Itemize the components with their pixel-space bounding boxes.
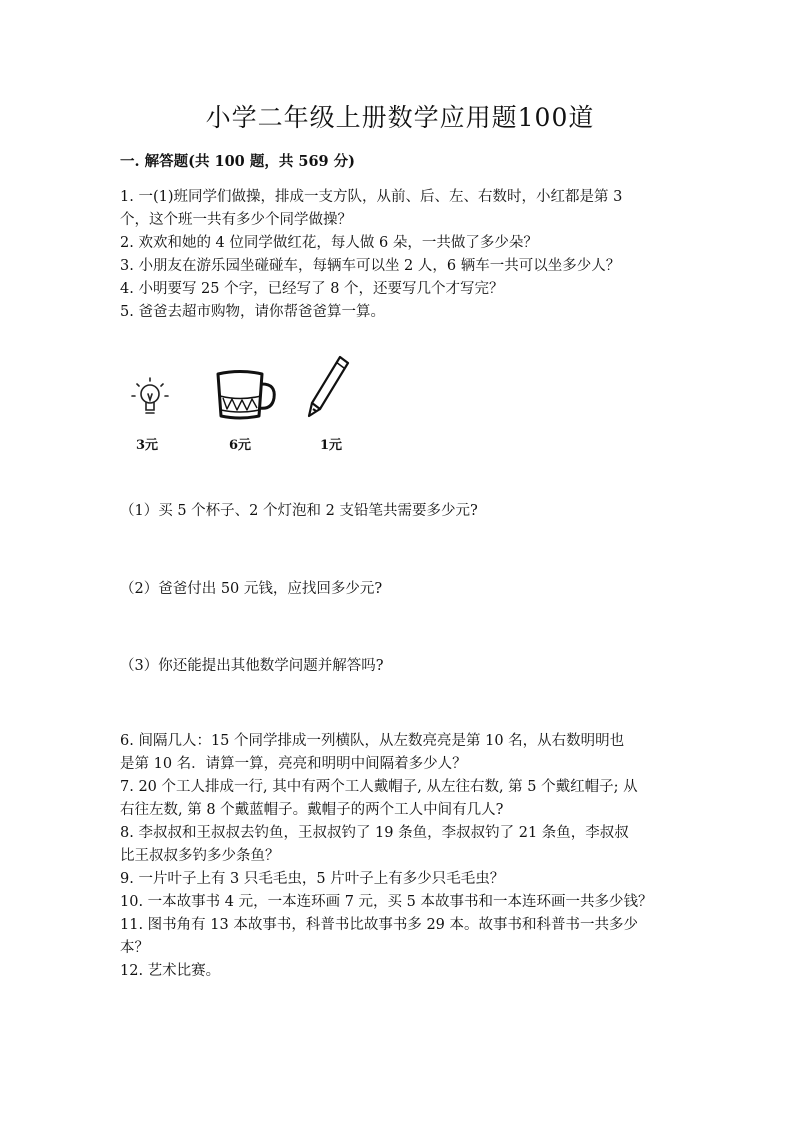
question-line: 5. 爸爸去超市购物，请你帮爸爸算一算。 — [120, 304, 385, 320]
question-line: 1. 一(1)班同学们做操，排成一支方队，从前、后、左、右数时，小红都是第 3 — [120, 189, 623, 205]
question-line: 7. 20 个工人排成一行, 其中有两个工人戴帽子, 从左往右数, 第 5 个戴红帽子; 从 — [120, 779, 638, 795]
question-line: 11. 图书角有 13 本故事书，科普书比故事书多 29 本。故事书和科普书一共多少 — [120, 917, 639, 933]
question-line: 9. 一片叶子上有 3 只毛毛虫，5 片叶子上有多少只毛毛虫？ — [120, 871, 505, 887]
question-line: 比王叔叔多钓多少条鱼？ — [120, 848, 280, 864]
price-label: 1元 — [320, 438, 343, 453]
question-line: 8. 李叔叔和王叔叔去钓鱼，王叔叔钓了 19 条鱼，李叔叔钓了 21 条鱼，李叔叔 — [120, 825, 629, 841]
question-list-b — [120, 730, 700, 983]
question-line: 右往左数, 第 8 个戴蓝帽子。戴帽子的两个工人中间有几人? — [120, 802, 504, 818]
question-line: 10. 一本故事书 4 元，一本连环画 7 元，买 5 本故事书和一本连环画一共多少钱？ — [120, 894, 653, 910]
page-title: 小学二年级上册数学应用题100道 — [205, 103, 595, 132]
question-line: 2. 欢欢和她的 4 位同学做红花，每人做 6 朵，一共做了多少朵？ — [120, 235, 538, 251]
question-line: 个，这个班一共有多少个同学做操？ — [120, 212, 352, 228]
question-line: 6. 间隔几人：15 个同学排成一列横队，从左数亮亮是第 10 名，从右数明明也 — [120, 733, 625, 749]
pencil-icon — [304, 354, 352, 420]
question-line: 3. 小朋友在游乐园坐碰碰车，每辆车可以坐 2 人，6 辆车一共可以坐多少人？ — [120, 258, 621, 274]
cup-icon — [212, 366, 282, 424]
sub-question: （2）爸爸付出 50 元钱，应找回多少元? — [120, 581, 383, 597]
question-line: 本？ — [120, 940, 149, 956]
sub-question: （3）你还能提出其他数学问题并解答吗? — [120, 658, 384, 674]
shopping-figure — [120, 352, 380, 457]
price-label: 6元 — [229, 438, 252, 453]
question-line: 4. 小明要写 25 个字，已经写了 8 个，还要写几个才写完？ — [120, 281, 504, 297]
price-label: 3元 — [136, 438, 159, 453]
question-line: 是第 10 名．请算一算，亮亮和明明中间隔着多少人？ — [120, 756, 467, 772]
sub-question: （1）买 5 个杯子、2 个灯泡和 2 支铅笔共需要多少元? — [120, 503, 478, 519]
question-line: 12. 艺术比赛。 — [120, 963, 221, 979]
section-heading: 一. 解答题(共 100 题，共 569 分) — [120, 153, 356, 170]
question-list-a — [120, 186, 700, 324]
light-bulb-icon — [124, 372, 176, 424]
